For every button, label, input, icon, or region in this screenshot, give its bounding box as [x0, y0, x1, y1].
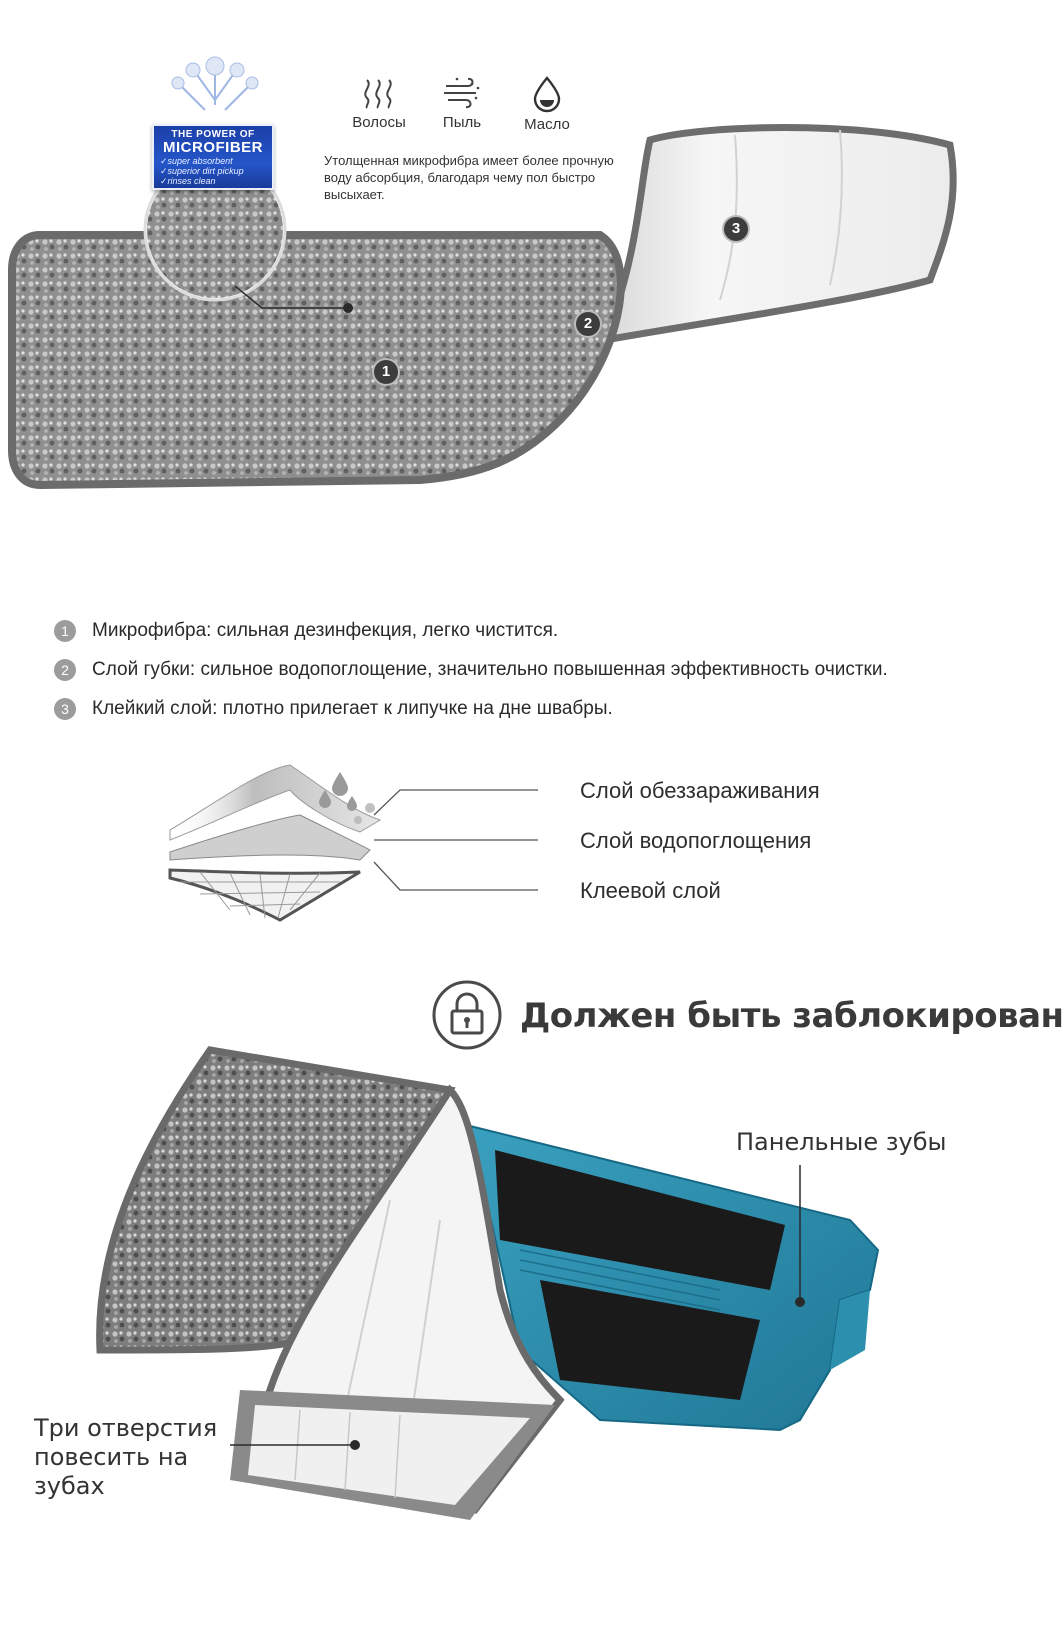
lock-icon	[430, 978, 504, 1052]
layer-label-absorption: Слой водопоглощения	[580, 828, 812, 853]
badge-item: ✓superior dirt pickup	[160, 166, 244, 176]
legend-item-2	[54, 657, 888, 683]
callout-panel-teeth: Панельные зубы	[736, 1128, 947, 1156]
marker-3: 3	[722, 215, 750, 243]
legend-item-1	[54, 618, 558, 644]
layer-label-adhesive: Клеевой слой	[580, 878, 721, 903]
marker-2: 2	[574, 310, 602, 338]
layer-label-disinfection: Слой обеззараживания	[580, 778, 820, 803]
legend-text: Слой губки: сильное водопоглощение, значительно повышенная эффективность очистки.	[92, 659, 888, 680]
marker-1: 1	[372, 358, 400, 386]
dust-icon	[442, 76, 482, 110]
badge-top-text: THE POWER OF	[171, 129, 255, 140]
badge-item: ✓rinses clean	[160, 176, 216, 186]
oil-drop-icon	[531, 76, 563, 112]
feature-hair	[334, 76, 424, 132]
feature-oil	[502, 76, 592, 134]
legend-text: Микрофибра: сильная дезинфекция, легко чистится.	[92, 620, 559, 641]
microfiber-badge	[152, 124, 274, 190]
legend-item-3	[54, 696, 613, 722]
lock-title: Должен быть заблокирован	[520, 996, 1064, 1036]
feature-label: Волосы	[352, 114, 406, 131]
layers-diagram	[160, 760, 580, 960]
badge-item: ✓super absorbent	[160, 156, 233, 166]
hair-icon	[361, 76, 397, 110]
callout-three-holes: Три отверстия повесить на зубах	[34, 1414, 218, 1500]
legend-number: 2	[54, 659, 76, 681]
feature-label: Масло	[524, 116, 570, 133]
microfiber-description: Утолщенная микрофибра имеет более прочную воду абсорбция, благодаря чему пол быстро высыхает.	[324, 153, 614, 202]
feature-label: Пыль	[442, 114, 482, 131]
badge-main-text: MICROFIBER	[163, 139, 263, 156]
legend-number: 3	[54, 698, 76, 720]
pad-illustration	[0, 0, 1000, 560]
feature-dust	[417, 76, 507, 132]
legend-text: Клейкий слой: плотно прилегает к липучке на дне швабры.	[92, 698, 613, 719]
legend-number: 1	[54, 620, 76, 642]
